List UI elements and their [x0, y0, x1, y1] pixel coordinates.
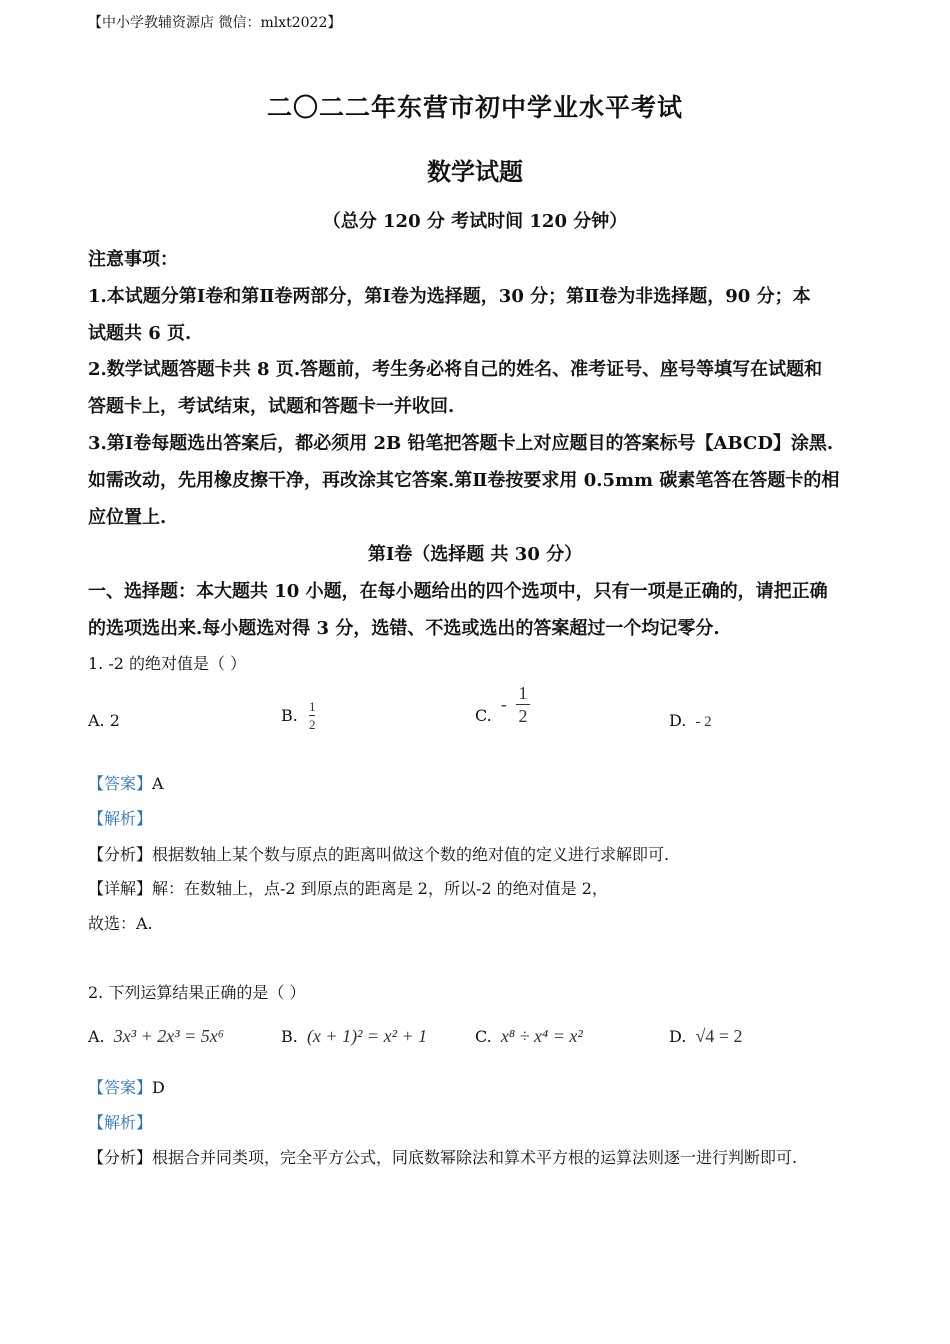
q1-option-b-numerator: 1	[308, 699, 316, 714]
q2-option-b-label: B.	[281, 1027, 298, 1046]
q1-answer	[88, 771, 164, 794]
q1-option-c-numerator: 1	[518, 683, 528, 703]
fenxi-tag: 【分析】	[88, 845, 153, 864]
section1-instruction-line1: 一、选择题：本大题共 10 小题，在每小题给出的四个选项中，只有一项是正确的，请把正确	[88, 581, 828, 602]
answer-value: A	[152, 774, 164, 793]
fraction-bar	[516, 704, 530, 705]
xiangjie-tag: 【详解】	[88, 879, 153, 898]
q1-fenxi	[88, 842, 669, 865]
notice-heading: 注意事项：	[88, 249, 178, 270]
fraction-bar	[309, 715, 316, 716]
fenxi-tag: 【分析】	[88, 1148, 153, 1167]
q2-stem: 2. 下列运算结果正确的是（ ）	[88, 983, 306, 1002]
q1-analysis-tag: 【解析】	[88, 809, 153, 828]
q2-fenxi	[88, 1145, 797, 1168]
answer-tag: 【答案】	[88, 774, 153, 793]
page-title: 二〇二二年东营市初中学业水平考试	[266, 93, 683, 122]
section1-instruction-line2: 的选项选出来.每小题选对得 3 分，选错、不选或选出的答案超过一个均记零分.	[88, 618, 720, 639]
q1-option-d	[669, 711, 712, 731]
q1-option-d-value: - 2	[695, 714, 712, 730]
fenxi-text: 根据合并同类项，完全平方公式，同底数幂除法和算术平方根的运算法则逐一进行判断即可.	[152, 1148, 798, 1167]
notice-item2-line2: 答题卡上，考试结束，试题和答题卡一并收回.	[88, 396, 455, 417]
page-header: 【中小学教辅资源店 微信：mlxt2022】	[88, 15, 342, 31]
page-subtitle: 数学试题	[427, 157, 523, 186]
q1-option-d-label: D.	[669, 711, 687, 730]
answer-value: D	[152, 1078, 165, 1097]
q2-option-b	[281, 1014, 427, 1047]
notice-item1-line1: 1.本试题分第Ⅰ卷和第Ⅱ卷两部分，第Ⅰ卷为选择题，30 分；第Ⅱ卷为非选择题，90 分；本	[88, 286, 811, 307]
q1-option-c-fraction	[516, 684, 530, 725]
fenxi-text: 根据数轴上某个数与原点的距离叫做这个数的绝对值的定义进行求解即可.	[152, 845, 670, 864]
q1-option-b	[281, 700, 315, 731]
q2-option-d-expr: √4 = 2	[695, 1026, 743, 1046]
q1-option-b-denominator: 2	[308, 717, 316, 732]
q2-option-c-expr: x⁸ ÷ x⁴ = x²	[500, 1026, 583, 1046]
q1-option-c	[475, 684, 530, 725]
q1-stem: 1. -2 的绝对值是（ ）	[88, 654, 247, 673]
q2-analysis-tag: 【解析】	[88, 1113, 153, 1132]
q1-option-c-denominator: 2	[518, 706, 528, 726]
q1-option-a: A. 2	[88, 711, 120, 730]
q2-option-a-expr: 3x³ + 2x³ = 5x⁶	[113, 1026, 225, 1046]
notice-item3-line2: 如需改动，先用橡皮擦干净，再改涂其它答案.第Ⅱ卷按要求用 0.5mm 碳素笔答在答题卡的相	[88, 470, 840, 491]
q2-option-c	[475, 1016, 583, 1047]
notice-item3-line3: 应位置上.	[88, 507, 167, 528]
q2-answer	[88, 1075, 165, 1098]
notice-item3-line1: 3.第Ⅰ卷每题选出答案后，都必须用 2B 铅笔把答题卡上对应题目的答案标号【ABCD】涂黑.	[88, 433, 834, 454]
answer-tag: 【答案】	[88, 1078, 153, 1097]
q2-option-a	[88, 1016, 224, 1047]
q1-option-b-fraction	[309, 700, 316, 731]
xiangjie-text: 解：在数轴上，点-2 到原点的距离是 2，所以-2 的绝对值是 2，	[152, 879, 608, 898]
q1-option-c-sign: -	[500, 694, 507, 714]
q2-option-c-label: C.	[475, 1027, 492, 1046]
q1-option-b-label: B.	[281, 706, 298, 725]
q1-xiangjie	[88, 876, 608, 899]
notice-item2-line1: 2.数学试题答题卡共 8 页.答题前，考生务必将自己的姓名、准考证号、座号等填写在试题和	[88, 359, 823, 380]
q1-option-c-label: C.	[475, 706, 492, 725]
section1-title: 第Ⅰ卷（选择题 共 30 分）	[367, 544, 583, 565]
q1-conclusion: 故选：A.	[88, 914, 153, 933]
q2-option-d	[669, 1016, 742, 1047]
q2-option-b-expr: (x + 1)² = x² + 1	[306, 1026, 428, 1046]
q2-option-d-label: D.	[669, 1027, 687, 1046]
notice-item1-line2: 试题共 6 页.	[88, 323, 192, 344]
q2-option-a-label: A.	[88, 1027, 105, 1046]
score-line: （总分 120 分 考试时间 120 分钟）	[322, 211, 628, 232]
